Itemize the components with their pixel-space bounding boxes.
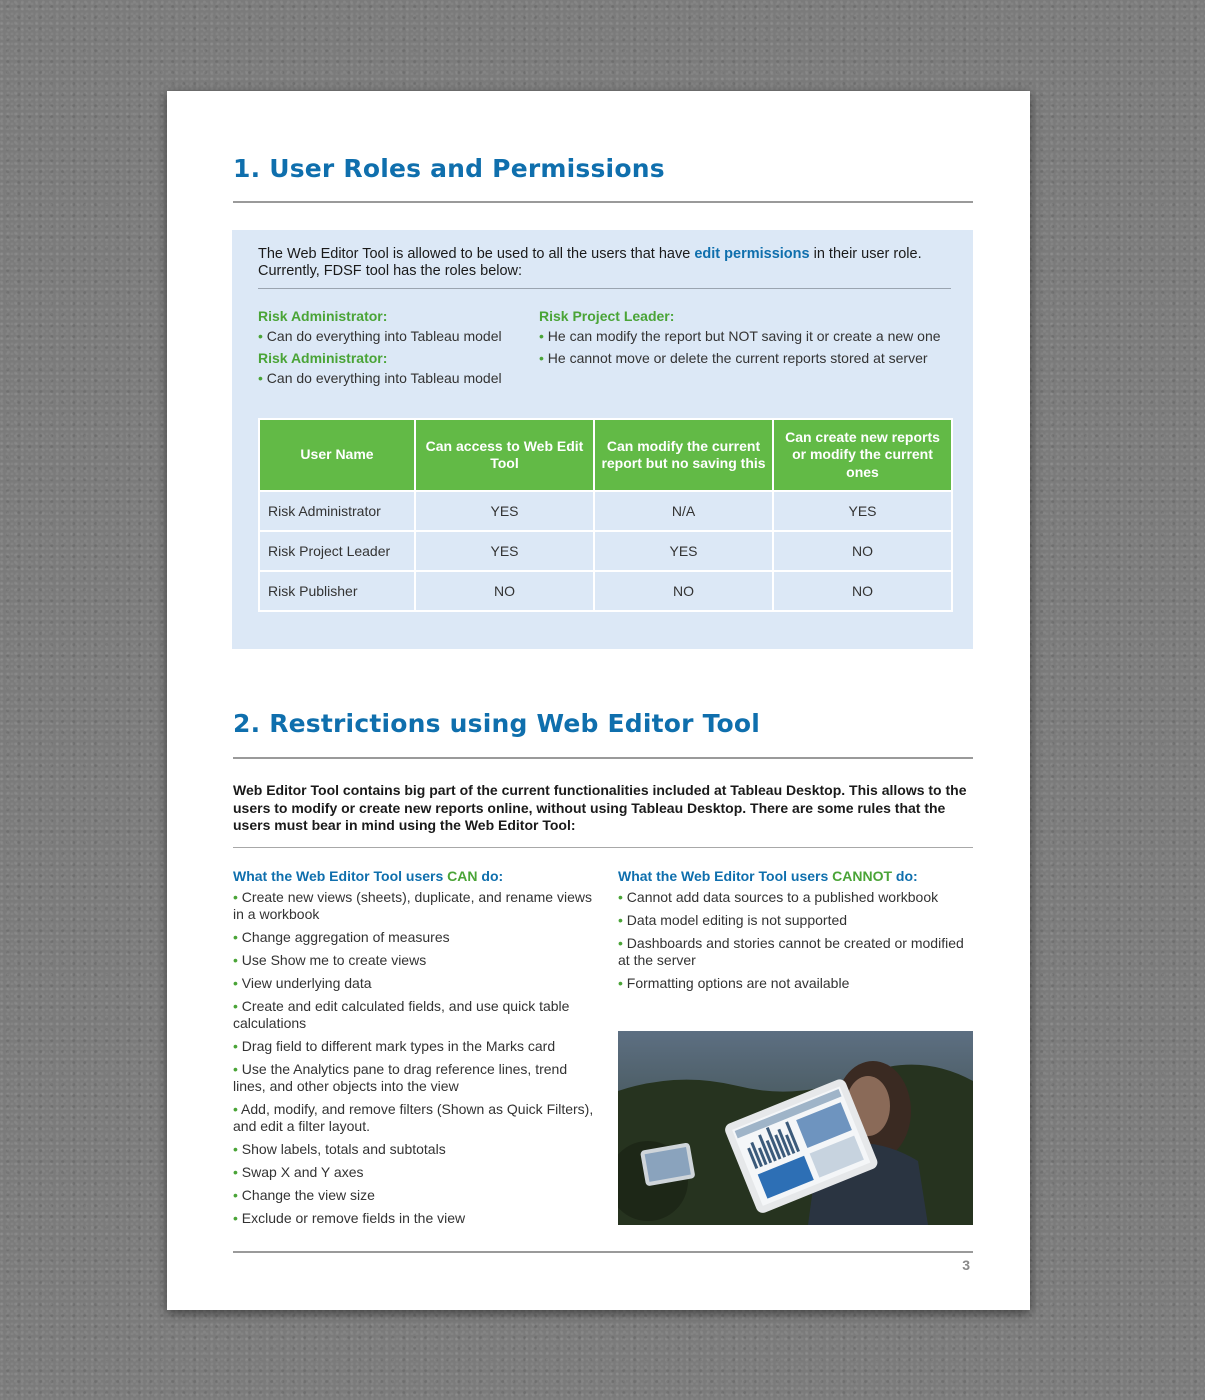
roles-intro: The Web Editor Tool is allowed to be used to all the users that have edit permissions in their user role. Currently, FDSF tool has the roles below:	[258, 246, 922, 279]
role-title: Risk Administrator:	[258, 308, 388, 324]
list-item: • Swap X and Y axes	[233, 1164, 364, 1180]
role-title: Risk Administrator:	[258, 350, 388, 366]
role-item: • Can do everything into Tableau model	[258, 370, 502, 386]
table-header-cell: Can create new reports or modify the current ones	[773, 419, 952, 491]
table-cell: YES	[415, 531, 594, 571]
table-cell: Risk Publisher	[259, 571, 415, 611]
permissions-table	[258, 418, 953, 612]
table-header-row	[259, 419, 952, 491]
section-1-title: 1. User Roles and Permissions	[233, 154, 665, 183]
role-item: • He cannot move or delete the current reports stored at server	[539, 350, 928, 366]
table-cell: YES	[594, 531, 773, 571]
can-title: What the Web Editor Tool users CAN do:	[233, 868, 504, 884]
list-item: • Formatting options are not available	[618, 975, 850, 991]
intro-divider	[258, 288, 951, 289]
table-cell: Risk Administrator	[259, 491, 415, 531]
table-cell: YES	[415, 491, 594, 531]
list-item: • Create and edit calculated fields, and use quick table calculations	[233, 998, 570, 1031]
cannot-column	[618, 867, 978, 998]
section-2-title: 2. Restrictions using Web Editor Tool	[233, 709, 761, 738]
roles-left-column	[258, 305, 502, 389]
table-cell: NO	[415, 571, 594, 611]
roles-panel	[232, 230, 973, 649]
list-item: • View underlying data	[233, 975, 372, 991]
list-item: • Show labels, totals and subtotals	[233, 1141, 446, 1157]
can-column	[233, 867, 595, 1233]
table-cell: NO	[773, 531, 952, 571]
roles-right-column	[539, 305, 941, 369]
table-header-cell: Can access to Web Edit Tool	[415, 419, 594, 491]
role-title: Risk Project Leader:	[539, 308, 675, 324]
section-2-divider	[233, 757, 973, 759]
table-cell: YES	[773, 491, 952, 531]
list-item: • Change aggregation of measures	[233, 929, 450, 945]
cannot-title: What the Web Editor Tool users CANNOT do:	[618, 868, 918, 884]
table-header-cell: User Name	[259, 419, 415, 491]
list-item: • Use the Analytics pane to drag reference lines, trend lines, and other objects into the view	[233, 1061, 568, 1094]
table-row	[259, 491, 952, 531]
section-1-divider	[233, 201, 973, 203]
table-cell: N/A	[594, 491, 773, 531]
role-item: • Can do everything into Tableau model	[258, 328, 502, 344]
footer-divider	[233, 1251, 973, 1253]
table-row	[259, 571, 952, 611]
tablet-photo-illustration	[618, 1031, 973, 1225]
list-item: • Exclude or remove fields in the view	[233, 1210, 466, 1226]
edit-permissions-highlight: edit permissions	[694, 246, 810, 262]
table-cell: Risk Project Leader	[259, 531, 415, 571]
table-cell: NO	[594, 571, 773, 611]
page-number: 3	[962, 1257, 970, 1273]
list-item: • Data model editing is not supported	[618, 912, 848, 928]
list-item: • Drag field to different mark types in the Marks card	[233, 1038, 556, 1054]
restrictions-intro: Web Editor Tool contains big part of the current functionalities included at Tableau Desktop. This allows to the users to modify or create new reports online, without using Tableau Desktop. There are some rules that the users must bear in mind using the Web Editor Tool:	[233, 782, 967, 833]
list-item: • Use Show me to create views	[233, 952, 427, 968]
table-header-cell: Can modify the current report but no saving this	[594, 419, 773, 491]
list-item: • Cannot add data sources to a published workbook	[618, 889, 939, 905]
list-item: • Dashboards and stories cannot be created or modified at the server	[618, 935, 964, 968]
tablet-photo	[618, 1031, 973, 1225]
document-page	[167, 91, 1030, 1310]
table-cell: NO	[773, 571, 952, 611]
list-item: • Change the view size	[233, 1187, 375, 1203]
restrictions-divider	[233, 847, 973, 848]
list-item: • Add, modify, and remove filters (Shown as Quick Filters), and edit a filter layout.	[233, 1101, 594, 1134]
role-item: • He can modify the report but NOT saving it or create a new one	[539, 328, 941, 344]
table-row	[259, 531, 952, 571]
list-item: • Create new views (sheets), duplicate, and rename views in a workbook	[233, 889, 592, 922]
